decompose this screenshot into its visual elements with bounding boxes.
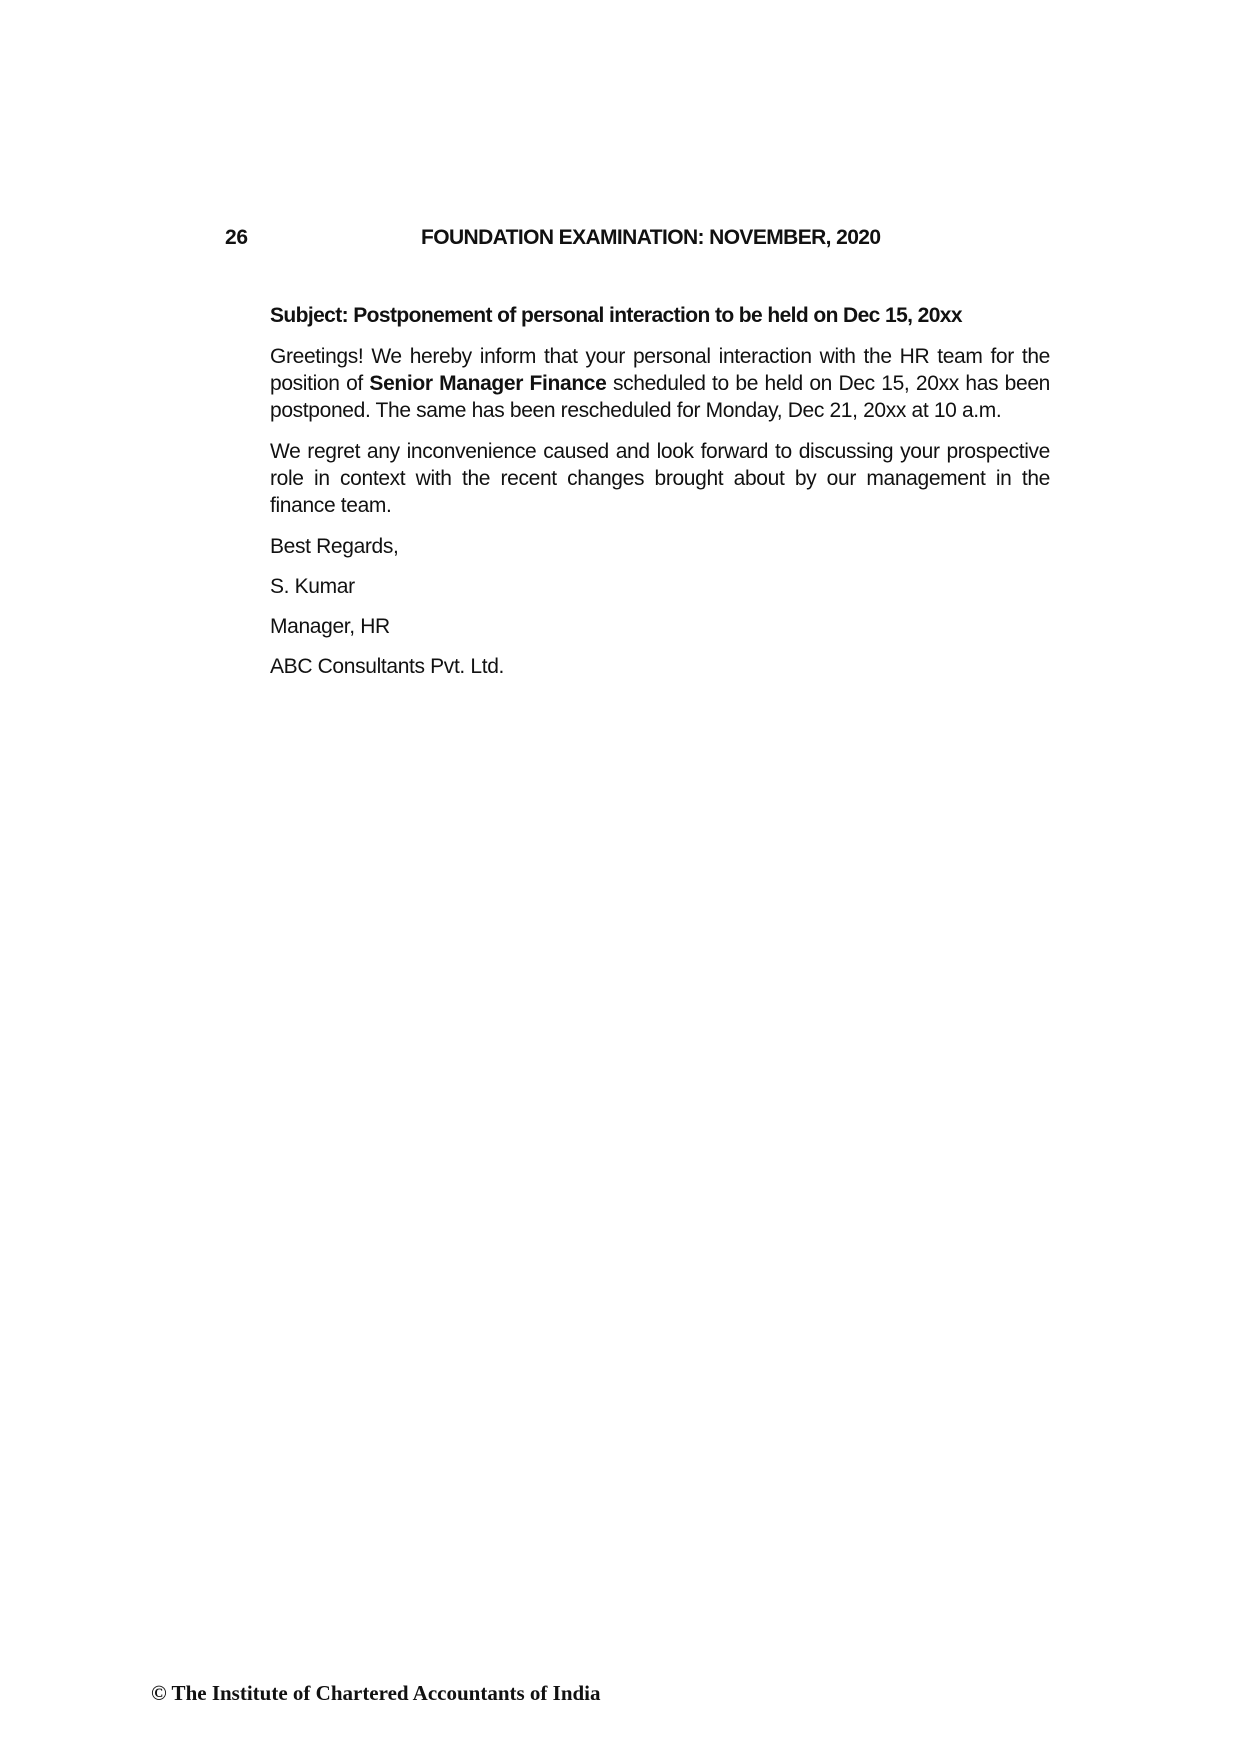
page-header <box>0 226 1241 256</box>
letter-subject: Subject: Postponement of personal interaction to be held on Dec 15, 20xx <box>270 304 962 327</box>
page-number: 26 <box>225 226 248 249</box>
signatory-title: Manager, HR <box>270 615 390 638</box>
company-name: ABC Consultants Pvt. Ltd. <box>270 655 505 678</box>
position-title-emphasis: Senior Manager Finance <box>369 372 607 395</box>
paragraph-1-text-end: scheduled to be held on Dec 15, 20xx has been postponed. The same has been rescheduled for Monday, Dec 21, 20xx at 10 a.m. <box>270 372 1050 422</box>
paragraph-1-text-start: Greetings! We hereby inform that your personal interaction with the HR team for the position of <box>270 345 1050 395</box>
letter-body <box>270 302 1050 693</box>
copyright-footer: © The Institute of Chartered Accountants of India <box>151 1681 601 1705</box>
running-title: FOUNDATION EXAMINATION: NOVEMBER, 2020 <box>421 226 881 249</box>
letter-closing: Best Regards, <box>270 535 399 558</box>
signatory-name: S. Kumar <box>270 575 355 598</box>
letter-paragraph-1 <box>270 343 1050 424</box>
letter-paragraph-2: We regret any inconvenience caused and look forward to discussing your prospective role in context with the recent changes brought about by our management in the finance team. <box>270 440 1050 517</box>
